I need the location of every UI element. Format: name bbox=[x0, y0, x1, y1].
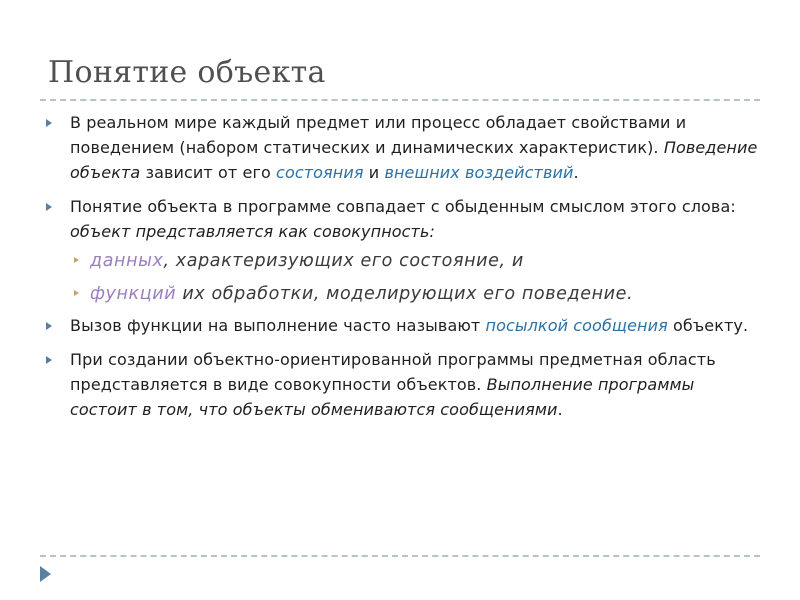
italic-phrase: Выполнение программы состоит в том, что объекты обмениваются сообщениями bbox=[70, 375, 695, 419]
term-functions: функций bbox=[90, 284, 177, 304]
sub-bullet-icon bbox=[74, 257, 79, 263]
italic-phrase: Поведение объекта bbox=[70, 138, 758, 182]
term-external-influences: внешних воздействий bbox=[384, 163, 574, 182]
sub-bullet-text: , характеризующих его состояние, и bbox=[163, 251, 524, 271]
term-message-passing: посылкой сообщения bbox=[485, 316, 668, 335]
sub-bullet-icon bbox=[74, 290, 79, 296]
bullet-text: . bbox=[557, 400, 563, 419]
bullet-icon bbox=[46, 203, 52, 211]
bullet-item-2 bbox=[44, 194, 760, 244]
next-slide-arrow-icon[interactable] bbox=[40, 566, 51, 582]
bullet-text: В реальном мире каждый предмет или процесс обладает свойствами и поведением (набором статических и динамических характеристик). bbox=[70, 113, 687, 157]
bullet-text: Вызов функции на выполнение часто называют bbox=[70, 316, 486, 335]
title-divider bbox=[40, 99, 760, 101]
bullet-text: . bbox=[573, 163, 579, 182]
italic-phrase: объект представляется как совокупность: bbox=[70, 222, 435, 241]
bullet-icon bbox=[46, 356, 52, 364]
sub-bullet-item-1 bbox=[44, 247, 760, 275]
bullet-text: При создании объектно-ориентированной программы предметная область представляется в виде совокупности объектов. bbox=[70, 350, 716, 394]
bullet-item-3 bbox=[44, 313, 760, 338]
bullet-item-1 bbox=[44, 110, 760, 185]
sub-bullet-item-2 bbox=[44, 280, 760, 308]
bullet-item-4 bbox=[44, 347, 760, 422]
bullet-text: зависит от его bbox=[140, 163, 277, 182]
sub-bullet-text: их обработки, моделирующих его поведение. bbox=[176, 284, 634, 304]
bullet-icon bbox=[46, 119, 52, 127]
bullet-text: Понятие объекта в программе совпадает с обыденным смыслом этого слова: bbox=[70, 197, 736, 216]
bullet-text: объекту. bbox=[667, 316, 749, 335]
bullet-icon bbox=[46, 322, 52, 330]
term-state: состояния bbox=[276, 163, 364, 182]
slide-content bbox=[44, 110, 760, 422]
bullet-text: и bbox=[363, 163, 385, 182]
footer-divider bbox=[40, 555, 760, 557]
term-data: данных bbox=[90, 251, 164, 271]
slide-title: Понятие объекта bbox=[48, 55, 326, 90]
